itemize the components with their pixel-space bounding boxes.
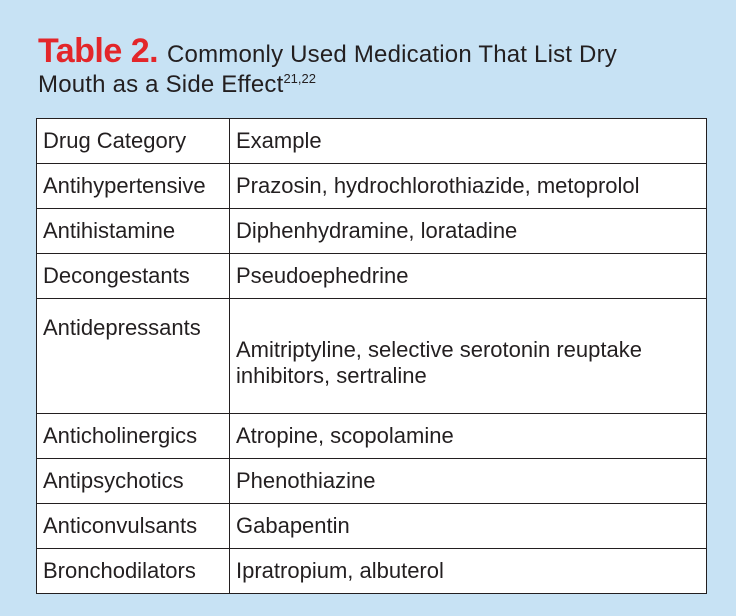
- column-header-example: Example: [230, 119, 707, 164]
- medication-table: [36, 118, 707, 594]
- table-row: [37, 254, 707, 299]
- table-row: [37, 504, 707, 549]
- drug-category-cell: Anticholinergics: [37, 414, 230, 459]
- drug-category-cell: Decongestants: [37, 254, 230, 299]
- table-row: [37, 459, 707, 504]
- table-row: [37, 299, 707, 414]
- example-cell: Gabapentin: [230, 504, 707, 549]
- drug-category-cell: Anticonvulsants: [37, 504, 230, 549]
- table-row: [37, 549, 707, 594]
- drug-category-cell: Antidepressants: [37, 299, 230, 414]
- table-caption-line2: Mouth as a Side Effect: [38, 71, 284, 98]
- table-row: [37, 209, 707, 254]
- example-cell: Amitriptyline, selective serotonin reuptake inhibitors, sertraline: [230, 299, 707, 414]
- drug-category-cell: Antipsychotics: [37, 459, 230, 504]
- example-cell: Phenothiazine: [230, 459, 707, 504]
- column-header-drug-category: Drug Category: [37, 119, 230, 164]
- table-number: Table 2.: [38, 32, 159, 70]
- table-title: [38, 30, 708, 100]
- example-cell: Pseudoephedrine: [230, 254, 707, 299]
- drug-category-cell: Antihistamine: [37, 209, 230, 254]
- table-row: [37, 414, 707, 459]
- example-cell: Atropine, scopolamine: [230, 414, 707, 459]
- table-caption-line1: Commonly Used Medication That List Dry: [166, 41, 617, 68]
- example-cell: Diphenhydramine, loratadine: [230, 209, 707, 254]
- table-caption-line2-wrapper: [38, 70, 708, 100]
- table-row: [37, 164, 707, 209]
- citation-superscript: 21,22: [283, 71, 316, 86]
- example-cell: Ipratropium, albuterol: [230, 549, 707, 594]
- drug-category-cell: Antihypertensive: [37, 164, 230, 209]
- drug-category-cell: Bronchodilators: [37, 549, 230, 594]
- table-header-row: [37, 119, 707, 164]
- example-cell: Prazosin, hydrochlorothiazide, metoprolol: [230, 164, 707, 209]
